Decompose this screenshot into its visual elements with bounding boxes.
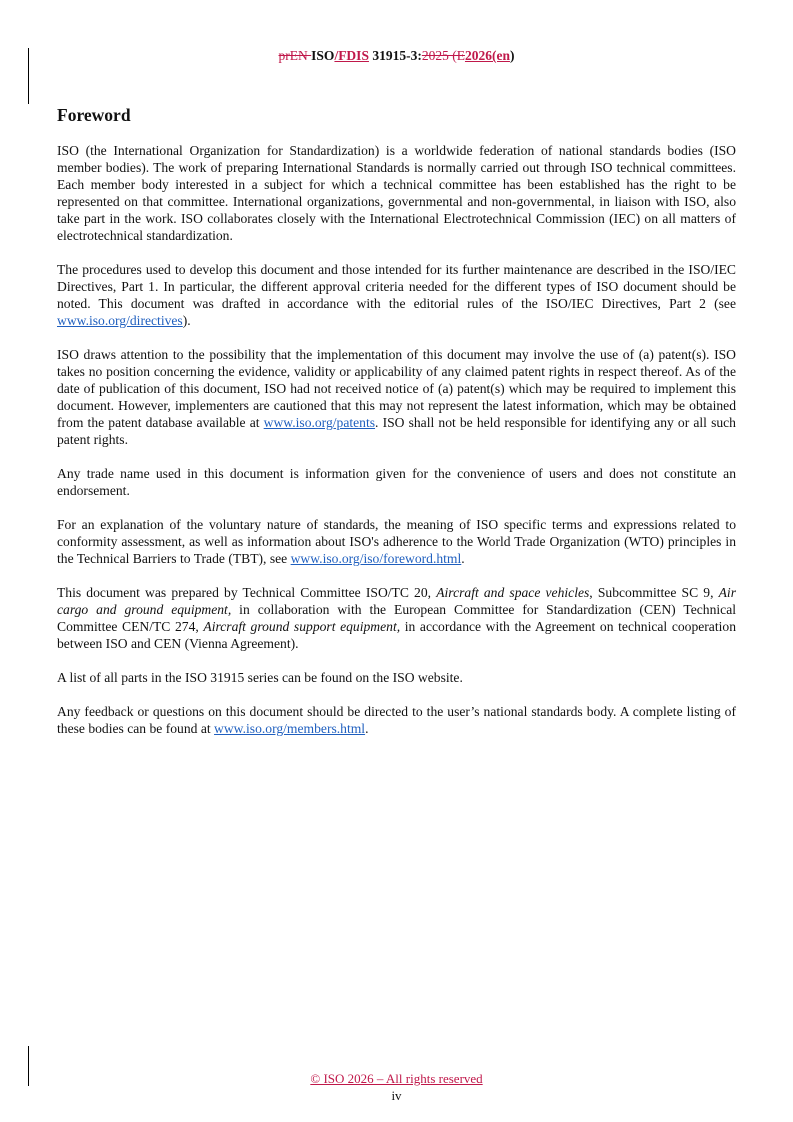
document-header (0, 48, 793, 64)
text: Any feedback or questions on this document should be directed to the user’s national standards body. A complete listing of these bodies can be found at (57, 704, 736, 736)
hyperlink[interactable]: www.iso.org/members.html (214, 721, 366, 736)
document-body (57, 142, 736, 754)
text: Any trade name used in this document is information given for the convenience of users and does not constitute an endorsement. (57, 466, 736, 498)
text: in collaboration with the European Committee for Standardization (CEN) Technical Committee CEN/TC 274, (57, 602, 737, 634)
paragraph (57, 465, 736, 499)
text: The procedures used to develop this document and those intended for its further maintenance are described in the ISO/IEC Directives, Part 1. In particular, the different approval criteria needed for the different types of ISO document should be noted. This document was drafted in accordance with the editorial rules of the ISO/IEC Directives, Part 2 (see (57, 262, 736, 311)
text: ISO (the International Organization for Standardization) is a worldwide federation of national standards bodies (ISO member bodies). The work of preparing International Standards is normally carried out through ISO technical committees. Each member body interested in a subject for which a technical committee has been established has the right to be represented on that committee. International organizations, governmental and non-governmental, in liaison with ISO, also take part in the work. ISO collaborates closely with the International Electrotechnical Commission (IEC) on all matters of electrotechnical standardization. (57, 143, 736, 243)
paragraph (57, 261, 736, 329)
inserted-text: /FDIS (334, 48, 369, 63)
text: This document was prepared by Technical Committee ISO/TC 20, (57, 585, 437, 600)
italic-text: Aircraft and space vehicles (436, 585, 590, 600)
text: ). (182, 313, 191, 328)
paragraph (57, 516, 736, 567)
text: . (461, 551, 465, 566)
deleted-text: prEN (278, 48, 312, 63)
italic-text: Air cargo and ground equipment, (57, 585, 736, 617)
deleted-text: 2025 (E (421, 48, 465, 63)
text: . ISO shall not be held responsible for identifying any or all such patent rights. (57, 415, 736, 447)
paragraph (57, 142, 736, 244)
inserted-text: 2026(en (464, 48, 510, 63)
text: For an explanation of the voluntary nature of standards, the meaning of ISO specific terms and expressions related to conformity assessment, as well as information about ISO's adherence to the World Trade Organization (WTO) principles in the Technical Barriers to Trade (TBT), see (57, 517, 736, 566)
page-title: Foreword (57, 105, 131, 125)
copyright-notice: © ISO 2026 – All rights reserved (310, 1071, 483, 1086)
text: A list of all parts in the ISO 31915 series can be found on the ISO website. (57, 670, 463, 685)
hyperlink[interactable]: www.iso.org/directives (57, 313, 183, 328)
header-iso: ISO (311, 48, 335, 63)
paragraph (57, 584, 736, 652)
document-footer (0, 1071, 793, 1104)
header-number: 31915-3: (368, 48, 422, 63)
paragraph (57, 669, 736, 686)
text: in accordance with the Agreement on technical cooperation between ISO and CEN (Vienna Agreement). (57, 619, 736, 651)
paragraph (57, 703, 736, 737)
hyperlink[interactable]: www.iso.org/patents (263, 415, 376, 430)
text: . (365, 721, 369, 736)
page-number: iv (391, 1088, 402, 1103)
hyperlink[interactable]: www.iso.org/iso/foreword.html (290, 551, 462, 566)
header-close: ) (509, 48, 515, 63)
paragraph (57, 346, 736, 448)
italic-text: Aircraft ground support equipment, (203, 619, 401, 634)
text: ISO draws attention to the possibility that the implementation of this document may involve the use of (a) patent(s). ISO takes no position concerning the evidence, validity or applicability of any claimed patent rights in respect thereof. As of the date of publication of this document, ISO had not received notice of (a) patent(s) which may be required to implement this document. However, implementers are cautioned that this may not represent the latest information, which may be obtained from the patent database available at (57, 347, 736, 430)
text: , Subcommittee SC 9, (589, 585, 719, 600)
